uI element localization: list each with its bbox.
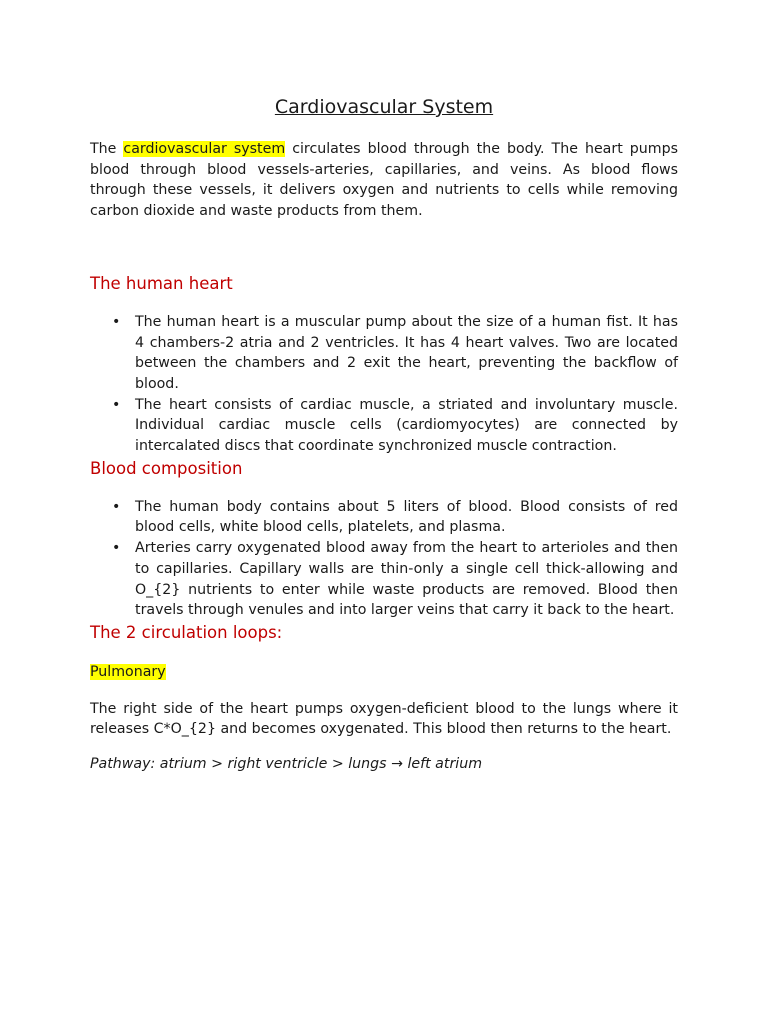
- highlighted-term: cardiovascular system: [123, 141, 286, 157]
- section-heading-blood-composition: Blood composition: [90, 458, 243, 478]
- list-item: [112, 395, 678, 457]
- pathway-text: Pathway: atrium > right ventricle > lungs → left atrium: [90, 756, 483, 773]
- list-item-text: The human heart is a muscular pump about the size of a human fist. It has 4 chambers-2 atria and 2 ventricles. It has 4 heart valves. Two are located between the chambers and 2 exit the heart, preventing the backflow of blood.: [135, 313, 678, 392]
- intro-text: circulates blood through the body. The heart pumps blood through blood vessels-arteries, capillaries, and veins. As blood flows through these vessels, it delivers oxygen and nutrients to cells while removing carbon dioxide and waste products from them.: [90, 141, 679, 220]
- document-page: [90, 94, 678, 775]
- bullet-list-blood-composition: [90, 497, 678, 621]
- section-heading-human-heart: The human heart: [90, 273, 233, 293]
- pulmonary-paragraph: The right side of the heart pumps oxygen-deficient blood to the lungs where it releases C*O_{2} and becomes oxygenated. This blood then returns to the heart.: [90, 700, 678, 738]
- intro-prefix: The: [90, 141, 124, 157]
- bullet-list-human-heart: [90, 312, 678, 457]
- list-item-text: Arteries carry oxygenated blood away from the heart to arterioles and then to capillaries. Capillary walls are thin-only a single cell thick-allowing and O_{2} nutrients to enter while waste products are removed. Blood then travels through venules and into larger veins that carry it back to the heart.: [135, 540, 678, 619]
- section-heading-circulation-loops: The 2 circulation loops:: [90, 622, 283, 642]
- list-item: [112, 312, 678, 395]
- list-item-text: The human body contains about 5 liters of blood. Blood consists of red blood cells, white blood cells, platelets, and plasma.: [135, 498, 678, 536]
- bullet-icon: •: [112, 313, 121, 330]
- subheading-wrapper: [90, 661, 678, 699]
- list-item-text: The heart consists of cardiac muscle, a striated and involuntary muscle. Individual cardiac muscle cells (cardiomyocytes) are connected by intercalated discs that coordinate synchronized muscle contraction.: [135, 396, 678, 455]
- bullet-icon: •: [112, 540, 121, 557]
- intro-paragraph: [90, 139, 678, 222]
- highlighted-subheading: Pulmonary: [90, 663, 166, 680]
- list-item: [112, 497, 678, 538]
- subheading-pulmonary: [90, 662, 166, 683]
- bullet-icon: •: [112, 396, 121, 413]
- list-item: [112, 538, 678, 621]
- page-title: Cardiovascular System: [274, 96, 494, 118]
- bullet-icon: •: [112, 498, 121, 515]
